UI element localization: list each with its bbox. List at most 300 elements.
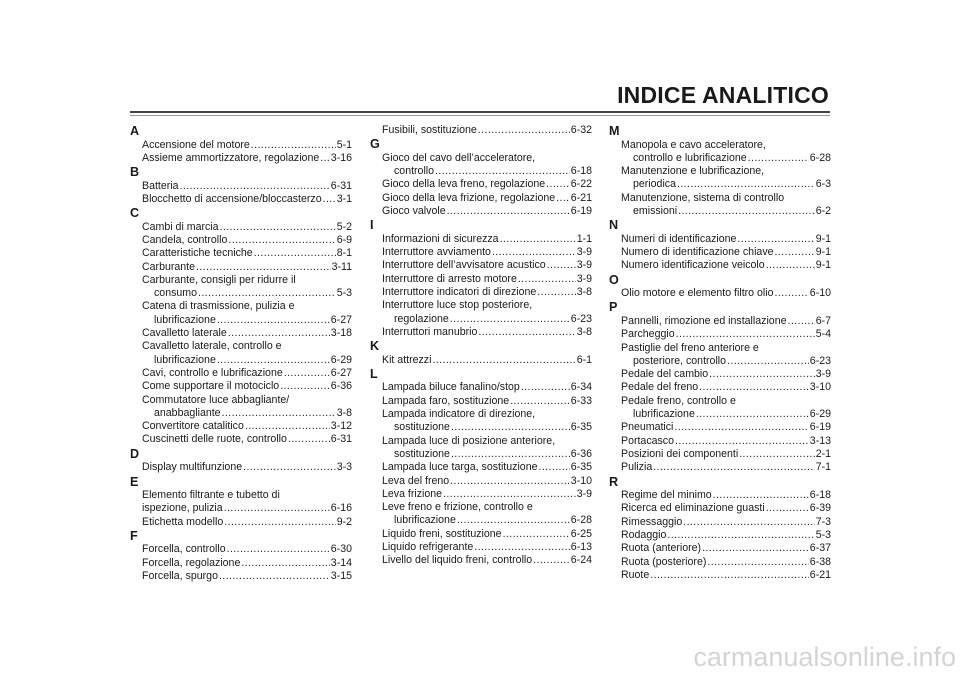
index-entry-text: Interruttore dell’avvisatore acustico	[382, 259, 546, 272]
index-entry-text: Ricerca ed eliminazione guasti	[621, 502, 765, 515]
dot-leader	[521, 381, 570, 394]
index-entry	[370, 326, 592, 339]
index-entry-page: 6-36	[570, 447, 592, 460]
index-entry-page: 6-28	[809, 151, 831, 164]
index-entry-text: posteriore, controllo	[633, 354, 727, 367]
index-entry-page: 3-14	[330, 556, 352, 569]
index-entry-text: Interruttori manubrio	[382, 325, 478, 338]
index-entry-page: 6-18	[809, 489, 831, 502]
index-entry-first-line: Interruttore luce stop posteriore,	[382, 299, 533, 312]
index-entry	[370, 246, 592, 259]
index-entry-page: 6-16	[330, 502, 352, 515]
dot-leader	[432, 354, 575, 367]
dot-leader	[280, 380, 330, 393]
index-entry-page: 3-10	[809, 381, 831, 394]
index-entry	[130, 314, 352, 327]
index-letter-heading: N	[609, 218, 619, 233]
index-entry-text: Posizioni dei componenti	[621, 447, 739, 460]
index-entry	[370, 421, 592, 434]
index-entry-page: 3-15	[330, 570, 352, 583]
dot-leader	[450, 475, 570, 488]
index-entry-page: 6-2	[815, 204, 831, 217]
index-entry-text: Olio motore e elemento filtro olio	[621, 287, 774, 300]
index-entry-text: Forcella, spurgo	[142, 570, 218, 583]
dot-leader	[228, 234, 335, 247]
index-entry	[130, 327, 352, 340]
dot-leader	[243, 461, 336, 474]
index-entry-page: 9-2	[336, 515, 352, 528]
dot-leader	[198, 287, 336, 300]
index-entry-page: 6-21	[570, 191, 592, 204]
index-entry-text: consumo	[154, 287, 197, 300]
index-entry	[130, 139, 352, 152]
index-entry-text: lubrificazione	[154, 313, 216, 326]
index-entry-text: Ruota (posteriore)	[621, 555, 707, 568]
index-entry	[130, 420, 352, 433]
index-entry-text: Fusibili, sostituzione	[382, 124, 477, 136]
index-entry-text: Liquido refrigerante	[382, 541, 474, 554]
index-entry-text: lubrificazione	[633, 408, 695, 421]
index-entry-page: 5-2	[336, 220, 352, 233]
index-entry	[609, 381, 831, 394]
dot-leader	[713, 489, 809, 502]
index-entry-page: 6-13	[570, 541, 592, 554]
index-entry-page: 6-31	[330, 179, 352, 192]
index-entry-text: Lampada faro, sostituzione	[382, 394, 510, 407]
index-entry	[609, 233, 831, 246]
index-letter-heading: R	[609, 474, 619, 489]
index-entry-page: 6-38	[809, 555, 831, 568]
index-entry-text: Numero identificazione veicolo	[621, 259, 765, 272]
index-entry-first-line: Commutatore luce abbagliante/	[142, 393, 290, 406]
index-entry-page: 6-35	[570, 461, 592, 474]
dot-leader	[284, 367, 330, 380]
index-entry-text: Lampada luce targa, sostituzione	[382, 461, 538, 474]
index-entry-first-line: Cavalletto laterale, controllo e	[142, 340, 282, 353]
dot-leader	[766, 259, 815, 272]
index-entry	[130, 247, 352, 260]
index-entry	[609, 461, 831, 474]
index-entry	[370, 541, 592, 554]
index-letter-heading: A	[130, 124, 140, 138]
index-entry-text: Interruttore di arresto motore	[382, 272, 517, 285]
index-entry	[609, 569, 831, 582]
index-entry	[370, 475, 592, 488]
index-entry	[609, 408, 831, 421]
index-entry	[609, 435, 831, 448]
dot-leader	[787, 315, 814, 328]
index-entry-text: Pedale del cambio	[621, 368, 709, 381]
index-entry-page: 3-1	[336, 192, 352, 205]
index-entry-page: 3-9	[815, 368, 831, 381]
index-entry	[130, 193, 352, 206]
index-entry-text: anabbagliante	[154, 406, 221, 419]
index-entry-text: Ruota (anteriore)	[621, 542, 702, 555]
index-letter-heading: E	[130, 474, 139, 489]
index-entry	[609, 246, 831, 259]
index-entry-page: 9-1	[815, 246, 831, 259]
index-entry-page: 7-1	[815, 461, 831, 474]
index-entry-first-line: Catena di trasmissione, pulizia e	[142, 300, 295, 313]
index-entry-page: 6-25	[570, 527, 592, 540]
dot-leader	[709, 368, 815, 381]
index-entry	[370, 381, 592, 394]
index-entry-page: 6-23	[809, 354, 831, 367]
index-entry-text: Cambi di marcia	[142, 220, 219, 233]
index-entry-text: Gioco valvole	[382, 204, 446, 217]
dot-leader	[674, 421, 808, 434]
index-entry-page: 6-19	[809, 421, 831, 434]
index-entry-text: Parcheggio	[621, 328, 675, 341]
index-entry-text: Convertitore catalitico	[142, 420, 244, 433]
index-entry-text: Interruttore avviamento	[382, 246, 491, 259]
dot-leader	[492, 246, 576, 259]
index-entry	[370, 286, 592, 299]
index-entry	[130, 570, 352, 583]
index-entry-page: 6-27	[330, 366, 352, 379]
index-entry	[609, 178, 831, 191]
index-entry-page: 2-1	[815, 447, 831, 460]
index-entry	[609, 542, 831, 555]
dot-leader	[180, 180, 330, 193]
index-entry-page: 6-29	[330, 353, 352, 366]
index-entry-first-line: Pastiglie del freno anteriore e	[621, 341, 759, 354]
dot-leader	[677, 178, 815, 191]
index-column-1	[130, 124, 352, 583]
dot-leader	[739, 448, 814, 461]
dot-leader	[320, 152, 330, 165]
index-entry-text: emissioni	[633, 204, 678, 217]
index-entry	[370, 165, 592, 178]
index-entry	[130, 543, 352, 556]
index-letter-heading: P	[609, 300, 618, 315]
index-entry-page: 6-32	[570, 124, 592, 136]
index-entry	[609, 448, 831, 461]
index-entry	[130, 180, 352, 193]
index-entry-page: 5-3	[336, 287, 352, 300]
index-entry	[609, 152, 831, 165]
index-entry-text: Etichetta modello	[142, 515, 224, 528]
index-entry	[609, 328, 831, 341]
index-entry-page: 3-9	[576, 487, 592, 500]
index-entry	[609, 516, 831, 529]
index-entry-text: regolazione	[394, 312, 449, 325]
dot-leader	[457, 514, 570, 527]
index-entry-page: 3-10	[570, 474, 592, 487]
index-entry-text: Caratteristiche tecniche	[142, 247, 253, 260]
index-entry	[370, 461, 592, 474]
index-entry	[130, 287, 352, 300]
dot-leader	[699, 381, 809, 394]
index-letter-heading: I	[370, 218, 374, 233]
index-entry-page: 6-9	[336, 233, 352, 246]
index-entry-first-line: Lampada luce di posizione anteriore,	[382, 434, 556, 447]
index-entry-text: controllo	[394, 165, 435, 178]
dot-leader	[696, 408, 809, 421]
index-entry-text: Candela, controllo	[142, 233, 228, 246]
index-letter-heading: D	[130, 446, 140, 461]
dot-leader	[217, 314, 330, 327]
index-entry-text: Pedale del freno	[621, 381, 699, 394]
dot-leader	[702, 542, 809, 555]
index-entry	[370, 354, 592, 367]
dot-leader	[676, 328, 815, 341]
dot-leader	[500, 233, 576, 246]
index-entry-page: 6-36	[330, 380, 352, 393]
index-entry	[609, 287, 831, 300]
index-entry	[370, 528, 592, 541]
index-entry-first-line: Lampada indicatore di direzione,	[382, 408, 536, 421]
index-entry	[370, 448, 592, 461]
index-entry-text: Forcella, regolazione	[142, 556, 241, 569]
index-entry-page: 6-30	[330, 543, 352, 556]
index-entry-page: 3-11	[331, 260, 352, 273]
index-entry-page: 6-18	[570, 165, 592, 178]
index-entry	[370, 554, 592, 567]
index-entry	[370, 178, 592, 191]
index-entry-text: Rodaggio	[621, 528, 667, 541]
index-entry-text: Pulizia	[621, 461, 653, 474]
index-entry-text: Leva frizione	[382, 487, 443, 500]
dot-leader	[667, 529, 814, 542]
index-entry-text: Display multifunzione	[142, 461, 243, 474]
index-entry-text: Batteria	[142, 179, 179, 192]
index-entry-page: 6-10	[809, 287, 831, 300]
index-letter-heading: L	[370, 366, 378, 381]
index-entry	[370, 259, 592, 272]
index-entry-page: 3-8	[576, 285, 592, 298]
index-entry-text: Pneumatici	[621, 421, 674, 434]
dot-leader	[533, 554, 570, 567]
dot-leader	[220, 221, 336, 234]
index-entry	[130, 461, 352, 474]
index-entry-text: Informazioni di sicurezza	[382, 232, 499, 245]
index-entry-page: 6-21	[809, 568, 831, 581]
index-entry-page: 6-23	[570, 312, 592, 325]
index-entry	[609, 529, 831, 542]
index-entry	[130, 354, 352, 367]
index-entry	[370, 395, 592, 408]
dot-leader	[748, 152, 809, 165]
index-entry-text: Cavalletto laterale	[142, 327, 227, 340]
index-entry-page: 3-13	[809, 434, 831, 447]
index-entry-text: periodica	[633, 178, 676, 191]
index-entry-text: ispezione, pulizia	[142, 502, 223, 515]
index-entry-text: Forcella, controllo	[142, 543, 226, 556]
index-entry-text: Cavi, controllo e lubrificazione	[142, 366, 283, 379]
dot-leader	[556, 192, 570, 205]
index-entry-page: 7-3	[815, 515, 831, 528]
index-entry	[609, 556, 831, 569]
dot-leader	[546, 178, 570, 191]
dot-leader	[503, 528, 570, 541]
index-entry-page: 6-34	[570, 381, 592, 394]
index-entry	[130, 380, 352, 393]
index-entry-text: Come supportare il motociclo	[142, 380, 280, 393]
index-entry-text: Gioco della leva frizione, regolazione	[382, 191, 556, 204]
index-entry-text: Pannelli, rimozione ed installazione	[621, 314, 787, 327]
index-entry-page: 6-24	[570, 554, 592, 567]
index-entry-page: 6-35	[570, 421, 592, 434]
index-entry	[370, 205, 592, 218]
index-entry-first-line: Gioco del cavo dell’acceleratore,	[382, 151, 536, 164]
index-entry	[609, 421, 831, 434]
index-entry-page: 3-3	[336, 461, 352, 474]
index-entry-text: Ruote	[621, 568, 650, 581]
dot-leader	[650, 569, 809, 582]
index-entry-page: 6-1	[576, 353, 592, 366]
dot-leader	[478, 326, 575, 339]
dot-leader	[222, 407, 336, 420]
index-entry-page: 6-39	[809, 502, 831, 515]
index-entry-text: Kit attrezzi	[382, 353, 432, 366]
index-entry-text: lubrificazione	[154, 353, 216, 366]
index-entry	[130, 433, 352, 446]
index-entry	[370, 514, 592, 527]
index-entry	[130, 261, 352, 274]
index-entry-page: 6-27	[330, 313, 352, 326]
index-entry-text: Portacasco	[621, 434, 674, 447]
index-entry-text: controllo e lubrificazione	[633, 151, 747, 164]
index-entry-page: 3-9	[576, 259, 592, 272]
index-entry-page: 6-19	[570, 204, 592, 217]
index-entry	[130, 502, 352, 515]
dot-leader	[217, 354, 330, 367]
index-entry-page: 3-8	[576, 325, 592, 338]
index-entry	[609, 489, 831, 502]
dot-leader	[435, 165, 570, 178]
index-entry	[609, 259, 831, 272]
index-entry-first-line: Elemento filtrante e tubetto di	[142, 489, 280, 502]
watermark: carmanualsonline.info	[693, 642, 956, 672]
dot-leader	[766, 502, 809, 515]
index-entry	[370, 192, 592, 205]
index-entry	[370, 233, 592, 246]
dot-leader	[450, 313, 570, 326]
dot-leader	[227, 543, 330, 556]
index-entry-first-line: Manutenzione, sistema di controllo	[621, 191, 785, 204]
dot-leader	[219, 570, 330, 583]
index-letter-heading: C	[130, 206, 140, 221]
index-entry	[130, 367, 352, 380]
dot-leader	[196, 261, 331, 274]
index-entry-text: Carburante	[142, 260, 195, 273]
dot-leader	[510, 395, 570, 408]
dot-leader	[678, 205, 815, 218]
index-entry-text: Cuscinetti delle ruote, controllo	[142, 433, 287, 446]
index-entry	[609, 355, 831, 368]
dot-leader	[224, 516, 335, 529]
index-entry	[370, 488, 592, 501]
index-entry-page: 3-8	[336, 406, 352, 419]
index-entry	[609, 502, 831, 515]
dot-leader	[241, 557, 329, 570]
dot-leader	[707, 556, 808, 569]
dot-leader	[775, 246, 815, 259]
index-entry-text: Blocchetto di accensione/bloccasterzo	[142, 192, 322, 205]
index-letter-heading: M	[609, 124, 620, 138]
index-entry	[130, 221, 352, 234]
index-entry-page: 6-37	[809, 542, 831, 555]
index-entry-page: 6-31	[330, 433, 352, 446]
index-entry-text: Accensione del motore	[142, 138, 250, 151]
index-entry-text: sostituzione	[394, 447, 450, 460]
index-entry	[130, 516, 352, 529]
index-entry-first-line: Manutenzione e lubrificazione,	[621, 165, 765, 178]
index-entry-text: Liquido freni, sostituzione	[382, 527, 502, 540]
dot-leader	[737, 233, 814, 246]
index-entry	[370, 313, 592, 326]
dot-leader	[245, 420, 330, 433]
index-column-2	[370, 124, 592, 568]
title-rule-thin	[130, 115, 830, 116]
index-entry-page: 6-33	[570, 394, 592, 407]
index-entry-page: 5-3	[815, 528, 831, 541]
dot-leader	[443, 488, 576, 501]
index-entry-page: 9-1	[815, 232, 831, 245]
page-title: INDICE ANALITICO	[617, 82, 829, 108]
index-entry-text: Gioco della leva freno, regolazione	[382, 178, 546, 191]
index-entry-page: 3-12	[330, 420, 352, 433]
index-entry-page: 5-4	[815, 328, 831, 341]
dot-leader	[478, 124, 570, 137]
dot-leader	[547, 259, 576, 272]
index-entry-first-line: Pedale freno, controllo e	[621, 394, 736, 407]
dot-leader	[675, 435, 809, 448]
index-entry	[130, 234, 352, 247]
index-entry-first-line: Carburante, consigli per ridurre il	[142, 273, 296, 286]
dot-leader	[451, 421, 570, 434]
index-column-3	[609, 124, 831, 582]
index-entry-page: 3-18	[330, 327, 352, 340]
index-letter-heading: K	[370, 339, 380, 354]
index-entry-text: Leva del freno	[382, 474, 450, 487]
index-entry-text: Livello del liquido freni, controllo	[382, 554, 533, 567]
dot-leader	[251, 139, 336, 152]
dot-leader	[538, 461, 569, 474]
index-letter-heading: F	[130, 528, 138, 543]
index-entry-text: lubrificazione	[394, 514, 456, 527]
index-entry-page: 6-28	[570, 514, 592, 527]
dot-leader	[447, 205, 570, 218]
index-entry-text: Interruttore indicatori di direzione	[382, 285, 537, 298]
index-entry-page: 6-29	[809, 408, 831, 421]
index-letter-heading: G	[370, 137, 380, 152]
index-entry-page: 9-1	[815, 259, 831, 272]
index-entry-page: 6-7	[815, 314, 831, 327]
index-entry-text: Lampada biluce fanalino/stop	[382, 381, 520, 394]
dot-leader	[727, 355, 809, 368]
index-entry-first-line: Leve freno e frizione, controllo e	[382, 501, 533, 514]
dot-leader	[775, 287, 809, 300]
dot-leader	[537, 286, 575, 299]
index-letter-heading: O	[609, 272, 619, 287]
index-letter-heading: B	[130, 165, 140, 180]
index-entry-page: 3-16	[330, 151, 352, 164]
index-entry-page: 3-9	[576, 272, 592, 285]
dot-leader	[518, 273, 576, 286]
index-entry	[130, 152, 352, 165]
index-entry	[130, 557, 352, 570]
index-entry	[130, 407, 352, 420]
index-entry-page: 8-1	[336, 247, 352, 260]
index-entry-text: Rimessaggio	[621, 515, 683, 528]
dot-leader	[683, 516, 814, 529]
index-entry-page: 5-1	[336, 138, 352, 151]
index-entry-page: 6-22	[570, 178, 592, 191]
index-entry-text: Numero di identificazione chiave	[621, 246, 774, 259]
index-entry-text: Assieme ammortizzatore, regolazione	[142, 151, 320, 164]
